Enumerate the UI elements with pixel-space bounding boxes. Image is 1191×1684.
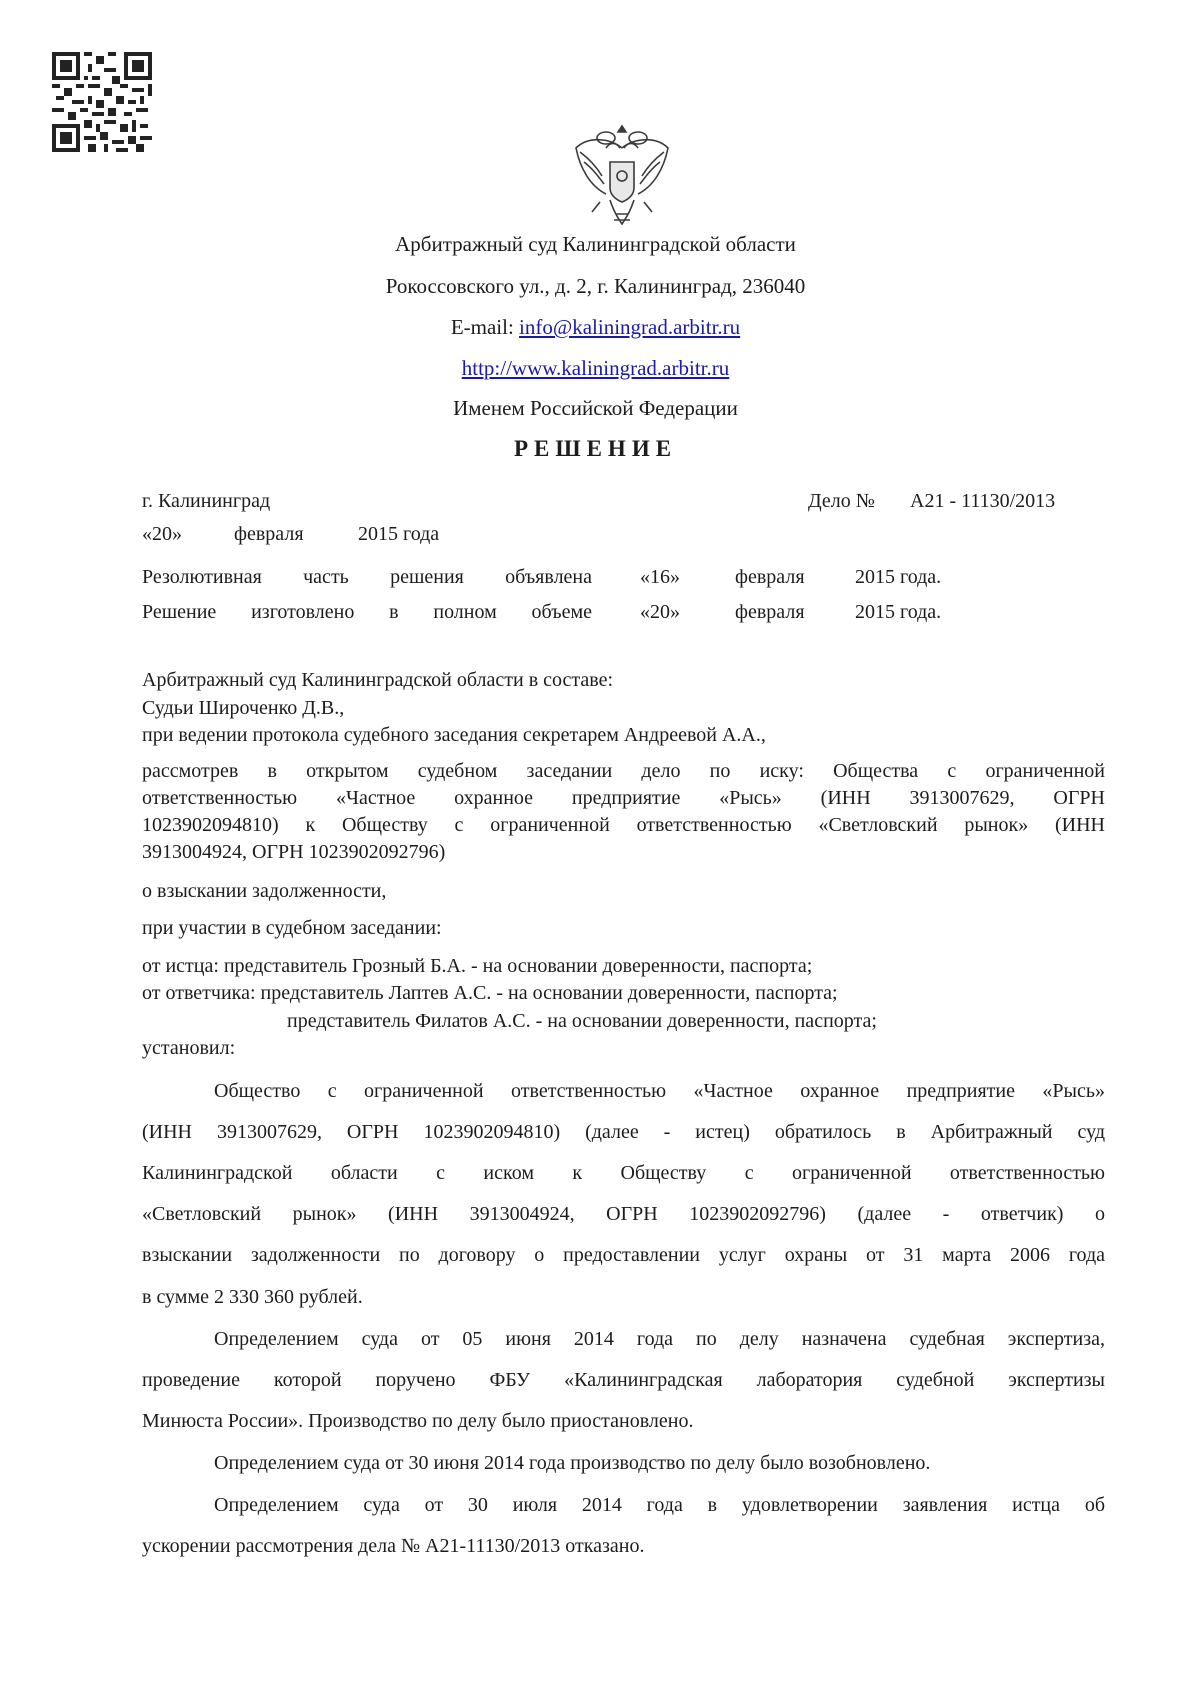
full-year: 2015 года. (855, 601, 942, 623)
para1-line: «Светловский рынок» (ИНН 3913004924, ОГРН 1023902092796) (далее - ответчик) о (142, 1203, 1105, 1225)
court-address: Рокоссовского ул., д. 2, г. Калининград, 236040 (385, 274, 806, 298)
case-label: Дело № (808, 490, 875, 512)
full-month: февраля (735, 601, 805, 623)
city: г. Калининград (142, 490, 271, 512)
para2-line: проведение которой поручено ФБУ «Калининградская лаборатория судебной экспертизы (142, 1369, 1105, 1391)
announce-year: 2015 года. (855, 566, 942, 588)
date-year: 2015 года (358, 523, 440, 545)
date-day: «20» (142, 523, 182, 545)
email-label: E-mail: (450, 315, 514, 339)
participation: при участии в судебном заседании: (142, 917, 442, 939)
para4-line: ускорении рассмотрения дела № А21-11130/2013 отказано. (142, 1535, 645, 1557)
email-line (0, 315, 1191, 340)
established: установил: (142, 1037, 236, 1059)
announce-day: «16» (640, 566, 680, 588)
court-name: Арбитражный суд Калининградской области (395, 232, 796, 256)
coat-of-arms-emblem (570, 118, 674, 230)
para2-line: Минюста России». Производство по делу было приостановлено. (142, 1410, 694, 1432)
plaintiff-rep: от истца: представитель Грозный Б.А. - на основании доверенности, паспорта; (142, 955, 813, 977)
full-label: Решение изготовлено в полном объеме (142, 601, 592, 623)
announce-month: февраля (735, 566, 805, 588)
case-line: 1023902094810) к Обществу с ограниченной ответственностью «Светловский рынок» (ИНН (142, 814, 1105, 836)
para1-line: взыскании задолженности по договору о предоставлении услуг охраны от 31 марта 2006 года (142, 1244, 1105, 1266)
qr-code (52, 52, 152, 152)
defendant-rep: представитель Филатов А.С. - на основании доверенности, паспорта; (287, 1010, 877, 1032)
website-link[interactable]: http://www.kaliningrad.arbitr.ru (461, 356, 730, 380)
para4-line: Определением суда от 30 июля 2014 года в удовлетворении заявления истца об (214, 1494, 1105, 1516)
website-line (0, 356, 1191, 381)
case-number: А21 - 11130/2013 (910, 490, 1056, 512)
para1-line: Калининградской области с иском к Обществу с ограниченной ответственностью (142, 1162, 1105, 1184)
para3: Определением суда от 30 июня 2014 года производство по делу было возобновлено. (214, 1452, 931, 1474)
para1-line: (ИНН 3913007629, ОГРН 1023902094810) (далее - истец) обратилось в Арбитражный суд (142, 1121, 1105, 1143)
secretary: при ведении протокола судебного заседания секретарем Андреевой А.А., (142, 724, 766, 746)
date-month: февраля (234, 523, 304, 545)
defendant-rep: от ответчика: представитель Лаптев А.С. - на основании доверенности, паспорта; (142, 982, 838, 1004)
in-name-of: Именем Российской Федерации (453, 396, 738, 420)
para1-line: в сумме 2 330 360 рублей. (142, 1286, 363, 1308)
para2-line: Определением суда от 05 июня 2014 года по делу назначена судебная экспертиза, (214, 1328, 1105, 1350)
case-line: 3913004924, ОГРН 1023902092796) (142, 841, 446, 863)
para1-line: Общество с ограниченной ответственностью «Частное охранное предприятие «Рысь» (214, 1080, 1105, 1102)
subject: о взыскании задолженности, (142, 880, 387, 902)
announce-label: Резолютивная часть решения объявлена (142, 566, 592, 588)
full-day: «20» (640, 601, 680, 623)
case-line: рассмотрев в открытом судебном заседании дело по иску: Общества с ограниченной (142, 760, 1105, 782)
composition: Арбитражный суд Калининградской области в составе: (142, 669, 614, 691)
case-line: ответственностью «Частное охранное предприятие «Рысь» (ИНН 3913007629, ОГРН (142, 787, 1105, 809)
document-title: РЕШЕНИЕ (513, 436, 678, 461)
email-link[interactable]: info@kaliningrad.arbitr.ru (519, 315, 741, 339)
judge: Судьи Широченко Д.В., (142, 697, 345, 719)
